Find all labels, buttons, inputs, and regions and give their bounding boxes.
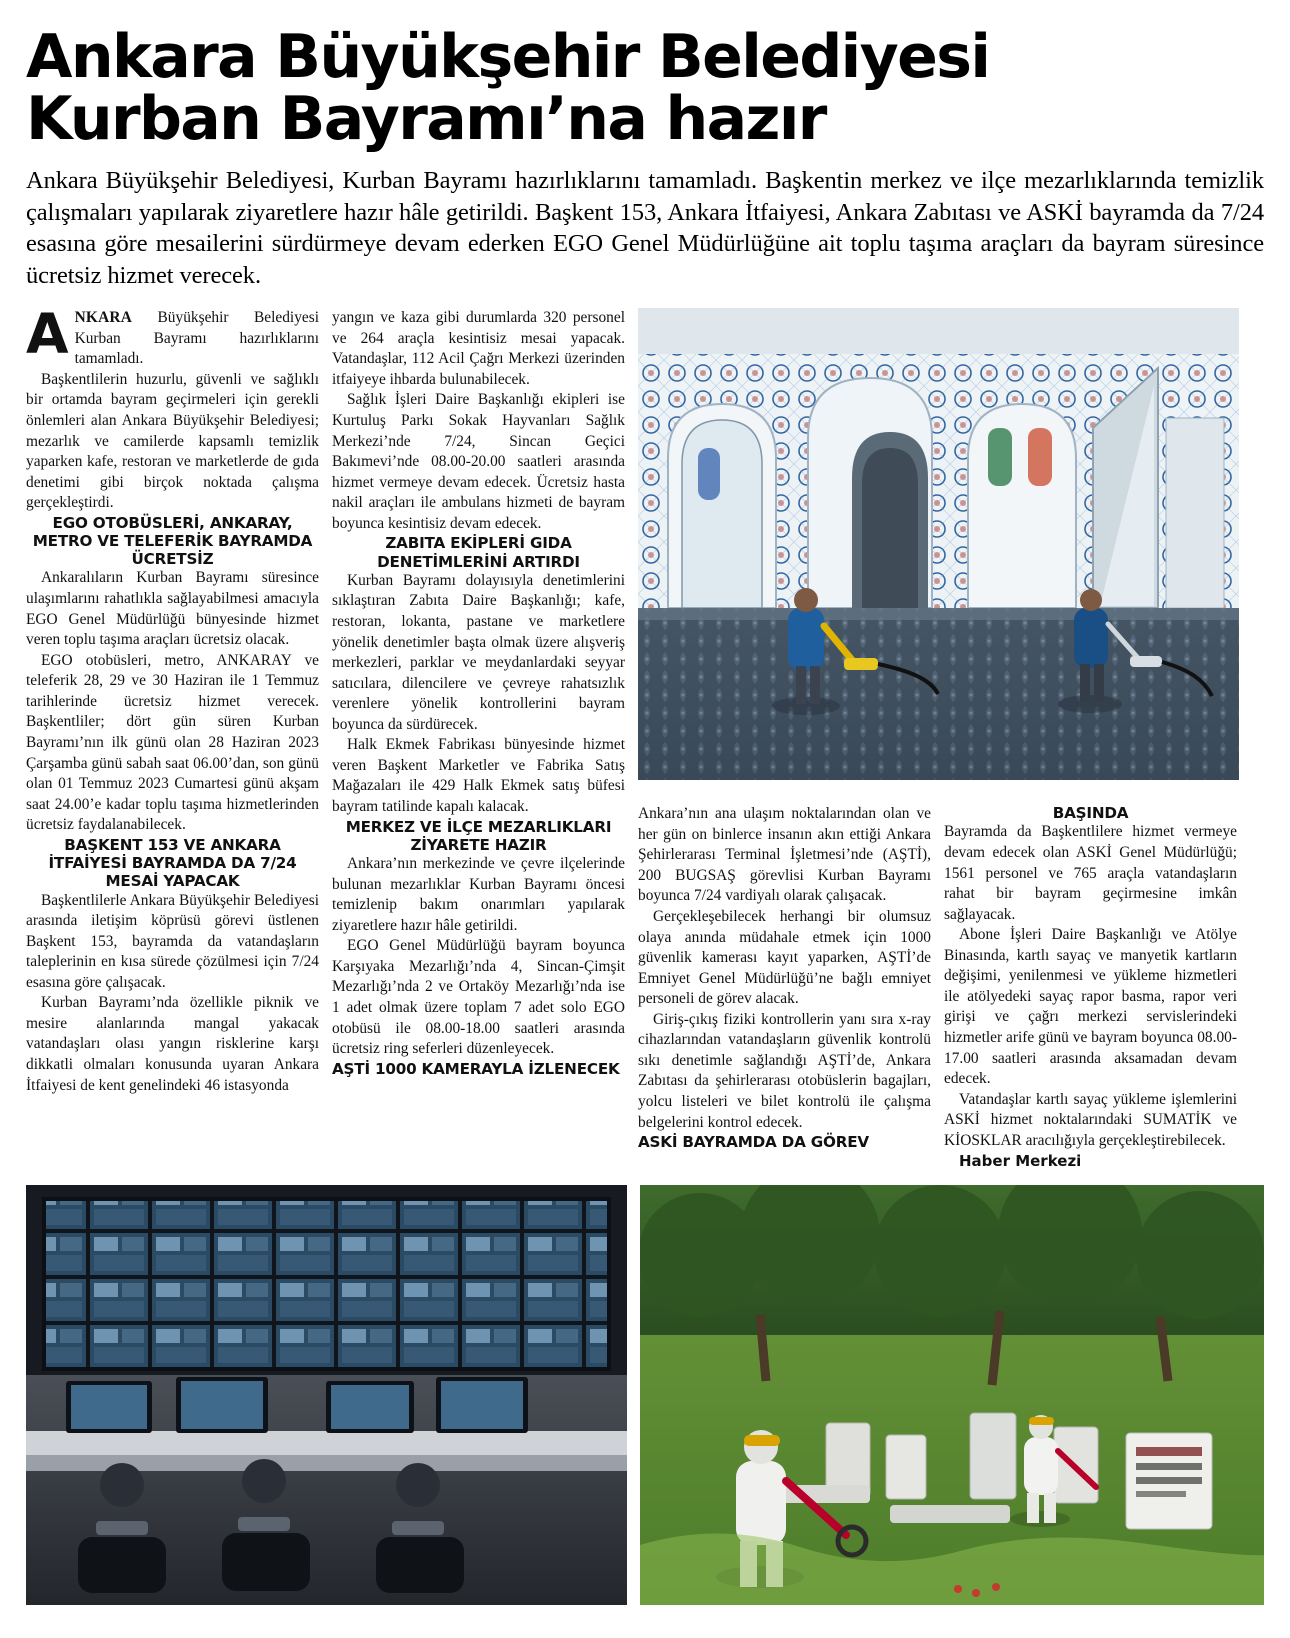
- paragraph: EGO Genel Müdürlüğü bayram boyunca Karşıyaka Mezarlığı’nda 4, Sincan-Çimşit Mezarlığı’nda 2 ve Ortaköy Mezarlığı’nda ise 1 adet olmak üzere toplam 7 adet solo EGO otobüsü ile 08.00-18.00 saatleri arasında ücretsiz ring seferleri düzenleyecek.: [332, 937, 625, 1058]
- paragraph: Ankaralıların Kurban Bayramı süresince ulaşımlarını rahatlıkla sağlayabilmesi amacıyla EGO Genel Müdürlüğü bünyesinde hizmet veren toplu taşıma araçları ücretsiz olacak.: [26, 569, 319, 649]
- bottom-photo-row: [0, 1171, 1290, 1605]
- subheading: MERKEZ VE İLÇE MEZARLIKLARI ZİYARETE HAZIR: [345, 817, 612, 854]
- lead-smallcaps: NKARA: [74, 309, 133, 327]
- article-column-3: [638, 804, 931, 1171]
- mosque-photo-art: [638, 308, 1239, 780]
- article-column-1: [26, 302, 319, 1171]
- paragraph: Abone İşleri Daire Başkanlığı ve Atölye Binasında, kartlı sayaç ve manyetik kartların değişimi, yenilenmesi ve yükleme hizmetleri ile atölyedeki sayaç rapor basma, rapor veri girişi ve çağrı merkezi servislerindeki hizmetler arife günü ve bayram boyunca 08.00-17.00 saatleri arasında aksamadan devam edecek.: [944, 926, 1237, 1088]
- cemetery-grass-cutting-photo: [640, 1185, 1264, 1605]
- paragraph: Gerçekleşebilecek herhangi bir olumsuz olaya anında müdahale etmek için 1000 güvenlik kamerası kayıt yaparken, AŞTİ’de Emniyet Genel Müdürlüğü’ne bağlı emniyet personeli de görev alacak.: [638, 907, 931, 1008]
- mosque-interior-cleaning-photo: [638, 308, 1239, 780]
- paragraph: Sağlık İşleri Daire Başkanlığı ekipleri ise Kurtuluş Parkı Sokak Hayvanları Sağlık Merkezi’nde 7/24, Sincan Geçici Bakımevi’nde 08.00-20.00 saatleri arasında hizmet vermeye devam edecek. Ücretsiz hasta nakil araçları ile ambulans hizmeti de bayram boyunca kesintisiz devam edecek.: [332, 391, 625, 532]
- control-room-art: [26, 1185, 627, 1605]
- byline: Haber Merkezi: [959, 1152, 1082, 1171]
- control-room-operators-photo: [26, 1185, 627, 1605]
- cemetery-art: [640, 1185, 1264, 1605]
- paragraph: Ankara’nın merkezinde ve çevre ilçelerinde bulunan mezarlıklar Kurban Bayramı öncesi temizlenip bakım onarımları yapılarak ziyaretlere hazır hâle getirildi.: [332, 855, 625, 934]
- paragraph: yangın ve kaza gibi durumlarda 320 personel ve 264 araçla kesintisiz mesai yapacak. Vatandaşlar, 112 Acil Çağrı Merkezi üzerinden itfaiyeye ihbarda bulunabilecek.: [332, 309, 625, 388]
- paragraph: Ankara’nın ana ulaşım noktalarından olan ve her gün on binlerce insanın akın ettiği Ankara Şehirlerarası Terminal İşletmesi’nde (AŞTİ), 200 BUGSAŞ görevlisi Kurban Bayramı boyunca 7/24 vardiyalı olarak çalışacak.: [638, 805, 931, 905]
- paragraph: EGO otobüsleri, metro, ANKARAY ve teleferik 28, 29 ve 30 Haziran ile 1 Temmuz tarihlerinde ücretsiz hizmet verecek. Başkentliler; dört gün süren Kurban Bayramı’nın ilk günü olan 28 Haziran 2023 Çarşamba günü sabah saat 06.00’dan, son günü olan 01 Temmuz 2023 Cumartesi günü akşam saat 24.00’e kadar toplu taşıma hizmetlerinden ücretsiz faydalanabilecek.: [26, 651, 319, 834]
- subheading: ZABITA EKİPLERİ GIDA DENETİMLERİNİ ARTIRDI: [377, 534, 580, 571]
- drop-cap: A: [26, 302, 69, 367]
- paragraph: Halk Ekmek Fabrikası bünyesinde hizmet veren Başkent Marketler ve Fabrika Satış Mağazaları ile 429 Halk Ekmek satış büfesi bayram tatilinde kapalı kalacak.: [332, 736, 625, 815]
- headline-line-1: Ankara Büyükşehir Belediyesi: [26, 22, 990, 92]
- subheading: BAŞINDA: [1052, 804, 1129, 823]
- subheading: EGO OTOBÜSLERİ, ANKARAY, METRO VE TELEFERİK BAYRAMDA ÜCRETSİZ: [32, 513, 313, 569]
- subheading: BAŞKENT 153 VE ANKARA İTFAİYESİ BAYRAMDA DA 7/24 MESAİ YAPACAK: [48, 835, 297, 891]
- headline-block: [0, 0, 1290, 292]
- standfirst: Ankara Büyükşehir Belediyesi, Kurban Bayramı hazırlıklarını tamamladı. Başkentin merkez ve ilçe mezarlıklarında temizlik çalışmaları yapılarak ziyaretlere hazır hâle getirildi. Başkent 153, Ankara İtfaiyesi, Ankara Zabıtası ve ASKİ bayramda da 7/24 esasına göre mesailerini sürdürmeye devam ederken EGO Genel Müdürlüğüne ait toplu taşıma araçları da bayram süresince ücretsiz hizmet verecek.: [26, 166, 1264, 290]
- article-column-2: [332, 308, 625, 1171]
- right-lower-columns: [638, 804, 1264, 1171]
- paragraph: Giriş-çıkış fiziki kontrollerin yanı sıra x-ray cihazlarından vatandaşların güvenlik kontrolü sıkı denetimle sağlandığı AŞTİ’de, Ankara Zabıtası da şehirlerarası otobüslerin bagajları, yolcu listeleri ve bilet kontrolü ile çalışma belgelerini kontrol edecek.: [638, 1010, 931, 1131]
- article-column-4: [944, 804, 1237, 1171]
- lead-paragraph: [26, 302, 319, 370]
- right-block: [638, 308, 1264, 1171]
- article-body: [0, 292, 1290, 1171]
- paragraph: Kurban Bayramı’nda özellikle piknik ve mesire alanlarında mangal yakacak vatandaşları olası yangın risklerine karşı dikkatli olmaları konusunda uyaran Ankara İtfaiyesi de kent genelindeki 46 istasyonda: [26, 994, 319, 1094]
- paragraph: Başkentlilerle Ankara Büyükşehir Belediyesi arasında iletişim köprüsü görevi üstlenen Başkent 153, bayramda da vatandaşların taleplerinin en kısa sürede çözülmesi için 7/24 esasına göre çalışacak.: [26, 891, 319, 991]
- headline-line-2: Kurban Bayramı’na hazır: [26, 84, 826, 155]
- subheading: AŞTİ 1000 KAMERAYLA İZLENECEK: [332, 1059, 620, 1078]
- subheading: ASKİ BAYRAMDA DA GÖREV: [638, 1133, 869, 1152]
- lead-rest: Büyükşehir Belediyesi Kurban Bayramı hazırlıklarını tamamladı.: [74, 309, 319, 368]
- paragraph: Bayramda da Başkentlilere hizmet vermeye devam edecek olan ASKİ Genel Müdürlüğü; 1561 personel ve 765 araçla vatandaşların rahat bir bayram geçirmesine imkân sağlayacak.: [944, 823, 1237, 923]
- page-title: [26, 22, 1264, 155]
- paragraph: Kurban Bayramı dolayısıyla denetimlerini sıklaştıran Zabıta Daire Başkanlığı; kafe, restoran, lokanta, pastane ve marketlere yönelik denetimler başta olmak üzere alışveriş merkezleri, parklar ve meydanlardaki seyyar satıcılara, dilencilere ve çevreye rahatsızlık verenlere yönelik kontrollerini bayram boyunca da sürdürecek.: [332, 571, 625, 733]
- paragraph: Vatandaşlar kartlı sayaç yükleme işlemlerini ASKİ hizmet noktalarındaki SUMATİK ve KİOSKLAR aracılığıyla gerçekleştirebilecek.: [944, 1090, 1237, 1149]
- paragraph: Başkentlilerin huzurlu, güvenli ve sağlıklı bir ortamda bayram geçirmeleri için gerekli önlemleri alan Ankara Büyükşehir Belediyesi; mezarlık ve camilerde kapsamlı temizlik yaparken kafe, restoran ve marketlerde de gıda denetimi gibi birçok noktada çalışma gerçekleştirdi.: [26, 370, 319, 512]
